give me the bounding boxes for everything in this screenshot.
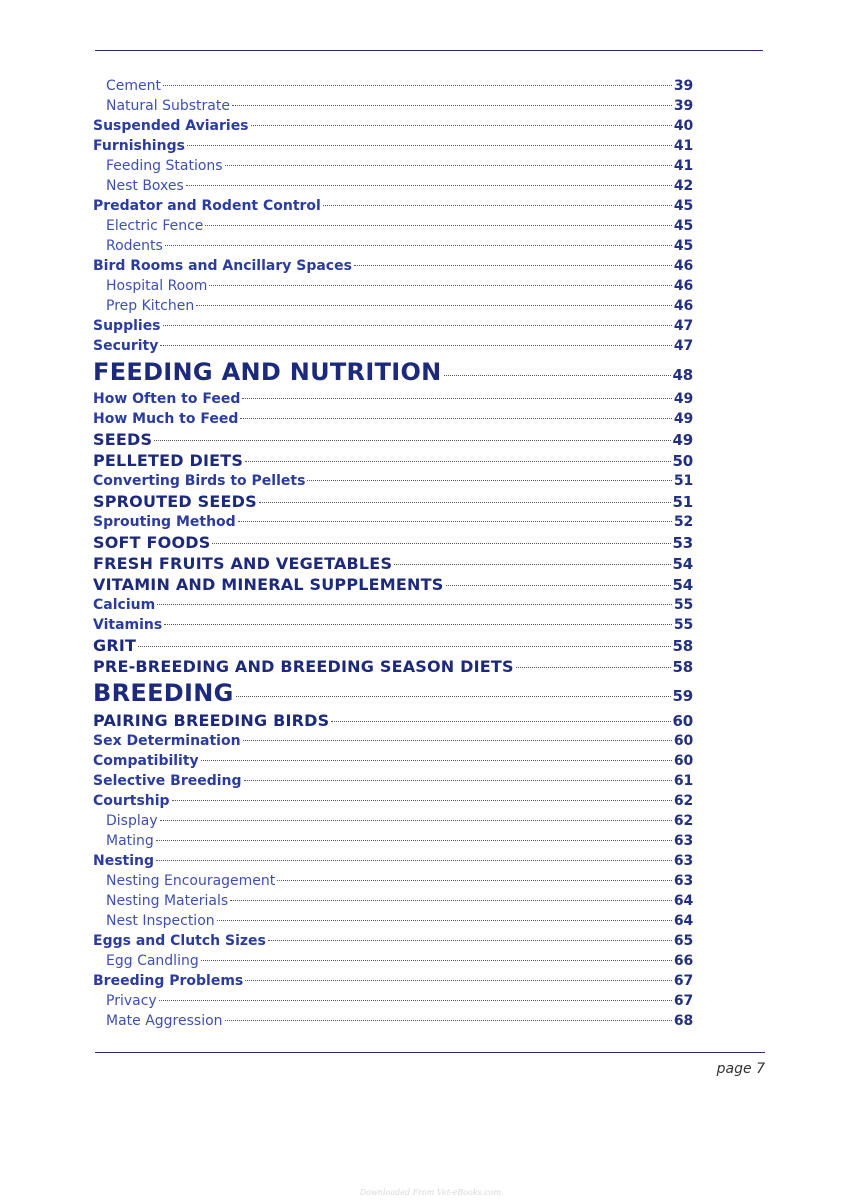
toc-entry-page: 40 <box>673 118 693 134</box>
toc-entry-title: Selective Breeding <box>93 773 242 789</box>
toc-entry[interactable] <box>93 871 693 891</box>
toc-entry[interactable] <box>93 256 693 276</box>
toc-entry[interactable] <box>93 116 693 136</box>
toc-section-heading[interactable] <box>93 574 693 595</box>
page-number: page 7 <box>716 1061 765 1077</box>
dot-leader <box>160 345 672 346</box>
toc-entry-title: BREEDING <box>93 679 234 707</box>
dot-leader <box>268 940 672 941</box>
toc-entry[interactable] <box>93 811 693 831</box>
toc-entry-page: 45 <box>673 238 693 254</box>
dot-leader <box>201 760 672 761</box>
dot-leader <box>187 145 672 146</box>
toc-entry[interactable] <box>93 336 693 356</box>
dot-leader <box>163 325 672 326</box>
toc-entry-page: 49 <box>672 431 693 449</box>
dot-leader <box>212 543 670 544</box>
toc-entry-page: 45 <box>673 218 693 234</box>
toc-entry-title: Sprouting Method <box>93 514 236 530</box>
toc-entry[interactable] <box>93 931 693 951</box>
toc-entry-page: 63 <box>673 873 693 889</box>
toc-section-heading[interactable] <box>93 656 693 677</box>
dot-leader <box>243 740 672 741</box>
table-of-contents <box>93 76 693 1031</box>
toc-chapter-heading[interactable] <box>93 677 693 710</box>
dot-leader <box>138 646 670 647</box>
toc-entry-title: Compatibility <box>93 753 199 769</box>
toc-entry-page: 48 <box>672 366 693 384</box>
toc-entry-page: 54 <box>672 555 693 573</box>
toc-entry-page: 45 <box>673 198 693 214</box>
toc-entry-page: 62 <box>673 793 693 809</box>
toc-entry[interactable] <box>93 951 693 971</box>
dot-leader <box>444 375 671 376</box>
toc-entry[interactable] <box>93 216 693 236</box>
toc-entry[interactable] <box>93 409 693 429</box>
toc-entry[interactable] <box>93 1011 693 1031</box>
toc-entry-page: 53 <box>672 534 693 552</box>
toc-entry-page: 66 <box>673 953 693 969</box>
toc-entry-page: 63 <box>673 853 693 869</box>
toc-entry-title: Nest Inspection <box>106 913 215 929</box>
toc-entry-page: 46 <box>673 278 693 294</box>
toc-entry[interactable] <box>93 316 693 336</box>
toc-section-heading[interactable] <box>93 491 693 512</box>
toc-entry-title: Prep Kitchen <box>106 298 195 314</box>
dot-leader <box>196 305 672 306</box>
toc-entry[interactable] <box>93 615 693 635</box>
toc-entry-title: PELLETED DIETS <box>93 451 244 470</box>
toc-entry[interactable] <box>93 136 693 156</box>
toc-entry-title: FEEDING AND NUTRITION <box>93 358 442 386</box>
toc-entry-title: SEEDS <box>93 430 153 449</box>
dot-leader <box>251 125 672 126</box>
toc-entry-title: GRIT <box>93 636 137 655</box>
dot-leader <box>164 624 672 625</box>
toc-section-heading[interactable] <box>93 635 693 656</box>
toc-entry-page: 41 <box>673 158 693 174</box>
toc-entry-title: Breeding Problems <box>93 973 244 989</box>
dot-leader <box>245 461 670 462</box>
toc-entry-page: 46 <box>673 298 693 314</box>
toc-entry-page: 54 <box>672 576 693 594</box>
toc-entry[interactable] <box>93 196 693 216</box>
toc-entry-title: Vitamins <box>93 617 163 633</box>
toc-entry-title: Sex Determination <box>93 733 241 749</box>
toc-entry-title: Eggs and Clutch Sizes <box>93 933 266 949</box>
dot-leader <box>394 564 670 565</box>
toc-entry-page: 49 <box>673 391 693 407</box>
dot-leader <box>163 85 672 86</box>
toc-entry-title: Feeding Stations <box>106 158 223 174</box>
toc-entry-page: 50 <box>672 452 693 470</box>
dot-leader <box>354 265 672 266</box>
toc-entry-title: Mating <box>106 833 154 849</box>
toc-entry-title: FRESH FRUITS AND VEGETABLES <box>93 554 393 573</box>
toc-entry-title: PRE-BREEDING AND BREEDING SEASON DIETS <box>93 657 514 676</box>
toc-entry[interactable] <box>93 771 693 791</box>
toc-entry[interactable] <box>93 991 693 1011</box>
toc-entry-page: 67 <box>673 973 693 989</box>
toc-entry-title: Calcium <box>93 597 156 613</box>
dot-leader <box>160 820 672 821</box>
toc-entry[interactable] <box>93 911 693 931</box>
toc-entry-title: Predator and Rodent Control <box>93 198 321 214</box>
dot-leader <box>159 1000 672 1001</box>
toc-entry-page: 42 <box>673 178 693 194</box>
bottom-rule <box>95 1052 765 1053</box>
toc-entry-page: 59 <box>672 687 693 705</box>
toc-entry-page: 60 <box>673 733 693 749</box>
toc-entry-title: SOFT FOODS <box>93 533 211 552</box>
toc-entry-title: Cement <box>106 78 162 94</box>
toc-entry-page: 61 <box>673 773 693 789</box>
toc-entry[interactable] <box>93 276 693 296</box>
dot-leader <box>240 418 672 419</box>
toc-entry[interactable] <box>93 471 693 491</box>
toc-entry[interactable] <box>93 236 693 256</box>
toc-entry-page: 47 <box>673 338 693 354</box>
dot-leader <box>446 585 671 586</box>
dot-leader <box>516 667 671 668</box>
dot-leader <box>209 285 671 286</box>
toc-chapter-heading[interactable] <box>93 356 693 389</box>
dot-leader <box>307 480 672 481</box>
dot-leader <box>186 185 672 186</box>
dot-leader <box>225 1020 672 1021</box>
toc-entry-title: SPROUTED SEEDS <box>93 492 257 511</box>
toc-entry-page: 63 <box>673 833 693 849</box>
toc-entry-page: 65 <box>673 933 693 949</box>
toc-entry-title: PAIRING BREEDING BIRDS <box>93 711 330 730</box>
toc-entry-title: Bird Rooms and Ancillary Spaces <box>93 258 352 274</box>
dot-leader <box>230 900 672 901</box>
toc-entry[interactable] <box>93 96 693 116</box>
toc-section-heading[interactable] <box>93 532 693 553</box>
toc-entry-title: Nesting <box>93 853 155 869</box>
toc-entry-title: Nesting Encouragement <box>106 873 276 889</box>
dot-leader <box>217 920 672 921</box>
dot-leader <box>205 225 671 226</box>
toc-section-heading[interactable] <box>93 553 693 574</box>
toc-entry[interactable] <box>93 971 693 991</box>
dot-leader <box>232 105 672 106</box>
dot-leader <box>242 398 672 399</box>
toc-entry-title: Converting Birds to Pellets <box>93 473 306 489</box>
toc-entry-page: 51 <box>672 493 693 511</box>
toc-entry[interactable] <box>93 296 693 316</box>
dot-leader <box>331 721 670 722</box>
toc-entry-title: Egg Candling <box>106 953 199 969</box>
toc-entry[interactable] <box>93 595 693 615</box>
toc-entry-page: 60 <box>673 753 693 769</box>
dot-leader <box>236 696 671 697</box>
dot-leader <box>225 165 672 166</box>
dot-leader <box>172 800 672 801</box>
top-rule <box>95 50 763 51</box>
toc-entry[interactable] <box>93 751 693 771</box>
dot-leader <box>238 521 672 522</box>
toc-entry[interactable] <box>93 156 693 176</box>
dot-leader <box>157 604 672 605</box>
dot-leader <box>201 960 672 961</box>
toc-entry-page: 55 <box>673 597 693 613</box>
toc-entry-title: Electric Fence <box>106 218 204 234</box>
dot-leader <box>323 205 672 206</box>
toc-entry-title: Privacy <box>106 993 157 1009</box>
dot-leader <box>277 880 672 881</box>
download-note: Downloaded From Vet-eBooks.com <box>359 1188 502 1197</box>
dot-leader <box>165 245 672 246</box>
toc-entry[interactable] <box>93 791 693 811</box>
toc-entry-page: 49 <box>673 411 693 427</box>
toc-entry[interactable] <box>93 512 693 532</box>
toc-entry[interactable] <box>93 731 693 751</box>
toc-entry[interactable] <box>93 76 693 96</box>
toc-entry-title: Natural Substrate <box>106 98 230 114</box>
toc-entry-page: 60 <box>672 712 693 730</box>
toc-entry-page: 47 <box>673 318 693 334</box>
toc-entry-page: 64 <box>673 893 693 909</box>
toc-entry-title: Suspended Aviaries <box>93 118 249 134</box>
toc-entry-title: Security <box>93 338 159 354</box>
toc-entry-title: Mate Aggression <box>106 1013 223 1029</box>
toc-entry-title: Supplies <box>93 318 161 334</box>
toc-entry-page: 67 <box>673 993 693 1009</box>
toc-entry-title: How Often to Feed <box>93 391 241 407</box>
toc-entry-title: Hospital Room <box>106 278 208 294</box>
toc-entry-page: 68 <box>673 1013 693 1029</box>
toc-entry-title: Furnishings <box>93 138 185 154</box>
toc-entry-page: 41 <box>673 138 693 154</box>
toc-entry[interactable] <box>93 389 693 409</box>
toc-entry[interactable] <box>93 176 693 196</box>
toc-entry[interactable] <box>93 891 693 911</box>
dot-leader <box>156 860 672 861</box>
toc-entry-page: 39 <box>673 98 693 114</box>
toc-entry-title: How Much to Feed <box>93 411 239 427</box>
toc-entry-title: VITAMIN AND MINERAL SUPPLEMENTS <box>93 575 444 594</box>
toc-entry[interactable] <box>93 851 693 871</box>
dot-leader <box>156 840 672 841</box>
toc-entry-title: Display <box>106 813 158 829</box>
toc-entry-page: 58 <box>672 658 693 676</box>
toc-section-heading[interactable] <box>93 710 693 731</box>
toc-entry-title: Nest Boxes <box>106 178 184 194</box>
toc-entry-title: Courtship <box>93 793 170 809</box>
toc-entry[interactable] <box>93 831 693 851</box>
toc-entry-page: 51 <box>673 473 693 489</box>
dot-leader <box>245 980 672 981</box>
toc-entry-page: 64 <box>673 913 693 929</box>
toc-entry-page: 52 <box>673 514 693 530</box>
dot-leader <box>154 440 670 441</box>
toc-entry-page: 46 <box>673 258 693 274</box>
toc-section-heading[interactable] <box>93 450 693 471</box>
toc-entry-page: 55 <box>673 617 693 633</box>
toc-entry-page: 62 <box>673 813 693 829</box>
toc-entry-title: Rodents <box>106 238 163 254</box>
toc-entry-title: Nesting Materials <box>106 893 229 909</box>
toc-entry-page: 39 <box>673 78 693 94</box>
toc-entry-page: 58 <box>672 637 693 655</box>
dot-leader <box>244 780 672 781</box>
toc-section-heading[interactable] <box>93 429 693 450</box>
dot-leader <box>259 502 671 503</box>
